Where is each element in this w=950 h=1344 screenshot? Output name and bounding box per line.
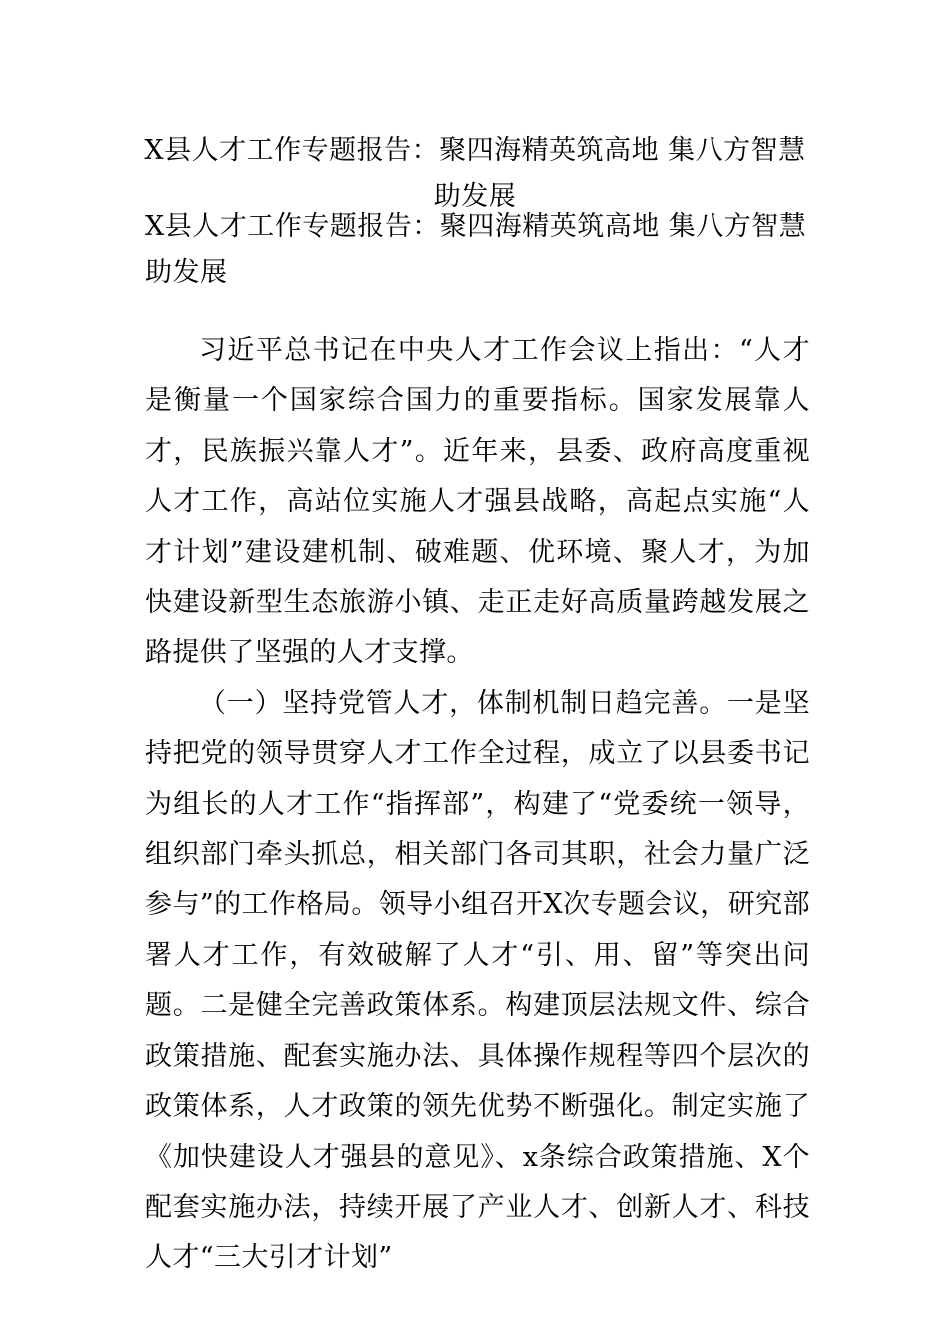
document-body bbox=[145, 326, 810, 1284]
paragraph-section-one: （一）坚持党管人才，体制机制日趋完善。一是坚持把党的领导贯穿人才工作全过程，成立了以县委书记为组长的人才工作“指挥部”，构建了“党委统一领导，组织部门牵头抓总，相关部门各司其职，社会力量广泛参与”的工作格局。领导小组召开X次专题会议，研究部署人才工作，有效破解了人才“引、用、留”等突出问题。二是健全完善政策体系。构建顶层法规文件、综合政策措施、配套实施办法、具体操作规程等四个层次的政策体系，人才政策的领先优势不断强化。制定实施了《加快建设人才强县的意见》、x条综合政策措施、X个配套实施办法，持续开展了产业人才、创新人才、科技人才“三大引才计划” bbox=[145, 687, 810, 1274]
document-subtitle: X县人才工作专题报告：聚四海精英筑高地 集八方智慧助发展 bbox=[145, 211, 807, 288]
paragraph-intro: 习近平总书记在中央人才工作会议上指出：“人才是衡量一个国家综合国力的重要指标。国家发展靠人才，民族振兴靠人才”。近年来，县委、政府高度重视人才工作，高站位实施人才强县战略，高起点实施“人才计划”建设建机制、破难题、优环境、聚人才，为加快建设新型生态旅游小镇、走正走好高质量跨越发展之路提供了坚强的人才支撑。 bbox=[145, 335, 810, 669]
document-title: X县人才工作专题报告：聚四海精英筑高地 集八方智慧助发展 bbox=[144, 135, 806, 212]
